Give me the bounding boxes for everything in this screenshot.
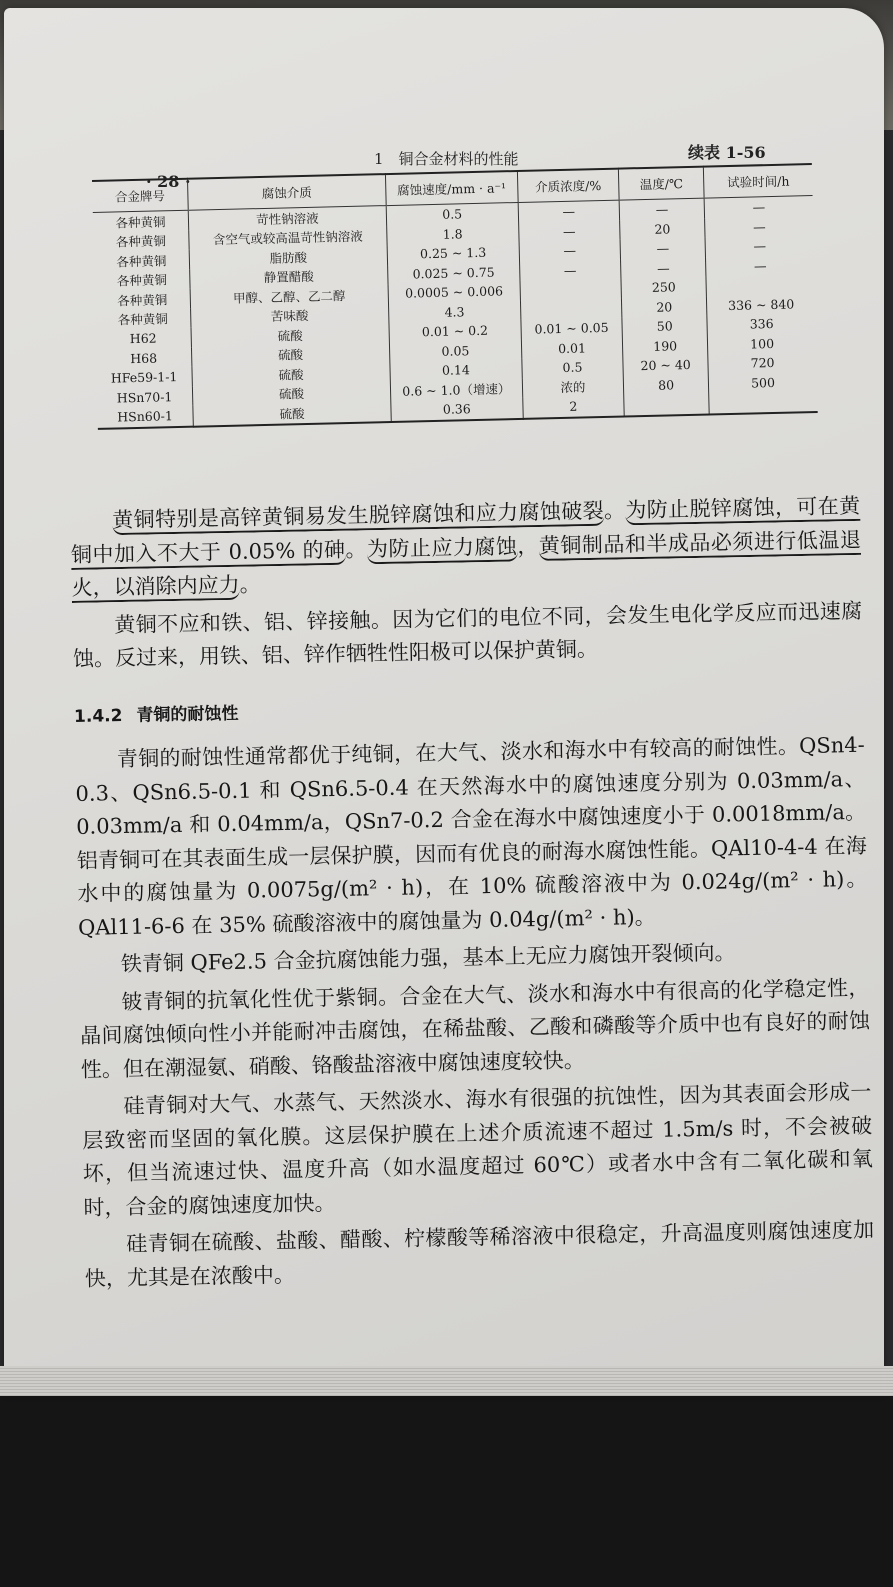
- paragraph-brass-contact: 黄铜不应和铁、铝、锌接触。因为它们的电位不同，会发生电化学反应而迅速腐蚀。反过来，用铁、铝、锌作牺牲性阳极可以保护黄铜。: [72, 598, 863, 671]
- section-number: 1.4.2: [73, 705, 123, 727]
- table-cell: HSn70-1: [116, 388, 173, 406]
- table-cell: 0.025 ~ 0.75: [387, 261, 519, 284]
- table-cell: 0.6 ~ 1.0（增速）: [390, 378, 522, 401]
- paragraph-beryllium-bronze: 铍青铜的抗氧化性优于紫铜。合金在大气、淡水和海水中有很高的化学稳定性，晶间腐蚀倾向性小并能耐冲击腐蚀，在稀盐酸、乙酸和磷酸等介质中也有良好的耐蚀性。但在潮湿氨、硝酸、铬酸盐溶液中腐蚀速度较快。: [79, 975, 871, 1082]
- table-cell: 静置醋酸: [190, 265, 388, 289]
- underlined-text: 黄铜特别是高锌黄铜易发生脱锌腐蚀和应力腐蚀破裂: [112, 499, 604, 535]
- table-cell: 浓的: [522, 376, 624, 398]
- column-header: 腐蚀速度/mm · a⁻¹: [385, 171, 518, 206]
- table-cell: 0.5: [386, 202, 518, 225]
- table-cell: 硫酸: [193, 401, 391, 426]
- table-cell: [520, 298, 622, 320]
- table-cell: 336: [707, 313, 816, 335]
- table-cell: HSn60-1: [117, 408, 174, 425]
- table-cell: —: [518, 200, 620, 222]
- table-cell: 0.0005 ~ 0.006: [388, 281, 520, 304]
- table-cell: 各种黄铜: [115, 233, 167, 250]
- table-cell: 20: [620, 218, 705, 239]
- table-cell: 0.01 ~ 0.05: [521, 318, 623, 340]
- table-cell: H68: [130, 350, 158, 366]
- body-text: [70, 490, 875, 1296]
- column-header: 温度/℃: [618, 167, 704, 200]
- column-header: 合金牌号: [92, 179, 188, 213]
- table-cell: 336 ~ 840: [707, 294, 816, 316]
- table-cell: 500: [708, 371, 817, 393]
- table-cell: —: [620, 238, 705, 259]
- table-cell: [709, 391, 818, 414]
- table-cell: [706, 274, 815, 296]
- table-cell: 各种黄铜: [116, 272, 168, 289]
- table-continuation-label: 续表 1-56: [688, 143, 766, 162]
- chapter-title: 1 铜合金材料的性能: [374, 150, 519, 168]
- paragraph-silicon-bronze: 硅青铜对大气、水蒸气、天然淡水、海水有很强的抗蚀性，因为其表面会形成一层致密而坚固的氧化膜。这层保护膜在上述介质流速不超过 1.5m/s 时，不会被破坏，但当流速过快、温度升高（如水温度超过 60℃）或者水中含有二氧化碳和氧时，合金的腐蚀速度加快。: [81, 1079, 873, 1220]
- paragraph-brass-dezincification: 黄铜特别是高锌黄铜易发生脱锌腐蚀和应力腐蚀破裂。为防止脱锌腐蚀，可在黄铜中加入不大于 0.05% 的砷。为防止应力腐蚀，黄铜制品和半成品必须进行低温退火，以消除内应力。: [70, 490, 862, 606]
- table-cell: 各种黄铜: [117, 311, 168, 328]
- table-cell: 0.36: [391, 398, 523, 422]
- section-title: 青铜的耐蚀性: [136, 703, 239, 726]
- column-header: 试验时间/h: [704, 164, 813, 198]
- table-cell: 20 ~ 40: [623, 355, 708, 376]
- table-cell: 甲醇、乙醇、乙二醇: [190, 284, 388, 308]
- table-cell: 0.01 ~ 0.2: [389, 320, 521, 343]
- table-cell: 各种黄铜: [115, 214, 166, 231]
- table-cell: 2: [523, 396, 625, 419]
- table-cell: —: [705, 235, 814, 257]
- underlined-text: 为防止应力腐蚀: [367, 534, 518, 564]
- table-cell: 苛性钠溶液: [188, 206, 386, 231]
- paragraph-iron-bronze: 铁青铜 QFe2.5 合金抗腐蚀能力强，基本上无应力腐蚀开裂倾向。: [120, 940, 736, 977]
- table-cell: 20: [622, 296, 707, 317]
- table-cell: 1.8: [387, 222, 519, 245]
- table-cell: —: [519, 259, 621, 281]
- page-number: · 28 ·: [146, 172, 191, 191]
- table-cell: 含空气或较高温苛性钠溶液: [189, 226, 387, 250]
- paragraph-silicon-bronze-acids: 硅青铜在硫酸、盐酸、醋酸、柠檬酸等稀溶液中很稳定，升高温度则腐蚀速度加快，尤其是在浓酸中。: [84, 1217, 875, 1291]
- column-header: 腐蚀介质: [187, 174, 386, 210]
- underlined-text: 黄铜制品和半成品必须进行低温退火，以消除内应力: [71, 527, 861, 603]
- table-cell: 苦味酸: [191, 304, 389, 328]
- table-cell: 0.05: [389, 339, 521, 362]
- table-cell: 190: [622, 335, 707, 356]
- table-cell: 0.01: [521, 337, 623, 359]
- table-cell: 各种黄铜: [116, 253, 167, 270]
- table-cell: 脂肪酸: [189, 245, 387, 269]
- table-cell: 50: [622, 316, 707, 337]
- table-cell: 250: [621, 277, 706, 298]
- table-cell: H62: [129, 330, 157, 347]
- table-cell: —: [706, 255, 815, 277]
- column-header: 介质浓度/%: [517, 169, 619, 203]
- table-cell: —: [518, 220, 620, 242]
- table-cell: 0.25 ~ 1.3: [387, 242, 519, 265]
- paragraph-bronze-corrosion: 青铜的耐蚀性通常都优于纯铜，在大气、淡水和海水中有较高的耐蚀性。QSn4-0.3、QSn6.5-0.1 和 QSn6.5-0.4 在天然海水中的腐蚀速度分别为 0.03mm/a、0.03mm/a 和 0.04mm/a，QSn7-0.2 合金在海水中腐蚀速度小于 0.0018mm/a。铝青铜可在其表面生成一层保护膜，因而有优良的耐海水腐蚀性能。QAl10-4-4 在海水中的腐蚀量为 0.0075g/(m² · h)，在 10% 硫酸溶液中为 0.024g/(m² · h)。QAl11-6-6 在 35% 硫酸溶液中的腐蚀量为 0.04g/(m² · h)。: [75, 732, 868, 940]
- table-cell: 4.3: [388, 300, 520, 323]
- table-cell: 硫酸: [192, 362, 390, 386]
- table-cell: —: [619, 198, 705, 220]
- table-cell: —: [519, 240, 621, 262]
- table-cell: —: [704, 196, 813, 219]
- table-cell: 0.5: [522, 357, 624, 379]
- underlined-text: 为防止脱锌腐蚀，可在黄铜中加入不大于 0.05% 的砷: [71, 494, 861, 570]
- background-dark: [0, 1395, 893, 1587]
- table-cell: —: [705, 216, 814, 238]
- table-cell: [624, 394, 710, 416]
- page-stack-edge: [0, 1366, 893, 1396]
- table-cell: 80: [623, 374, 708, 395]
- table-cell: —: [621, 257, 706, 278]
- table-cell: 100: [707, 332, 816, 354]
- corrosion-table: [92, 163, 818, 429]
- table-cell: 0.14: [390, 359, 522, 382]
- table-cell: [520, 279, 622, 301]
- table-cell: 720: [708, 352, 817, 374]
- section-heading: [74, 685, 864, 734]
- table-cell: 硫酸: [191, 343, 389, 367]
- table-cell: 各种黄铜: [117, 292, 168, 309]
- table-cell: HFe59-1-1: [110, 369, 178, 386]
- table-cell: 硫酸: [192, 382, 390, 406]
- corrosion-table-container: [92, 163, 819, 498]
- table-cell: 硫酸: [191, 323, 389, 347]
